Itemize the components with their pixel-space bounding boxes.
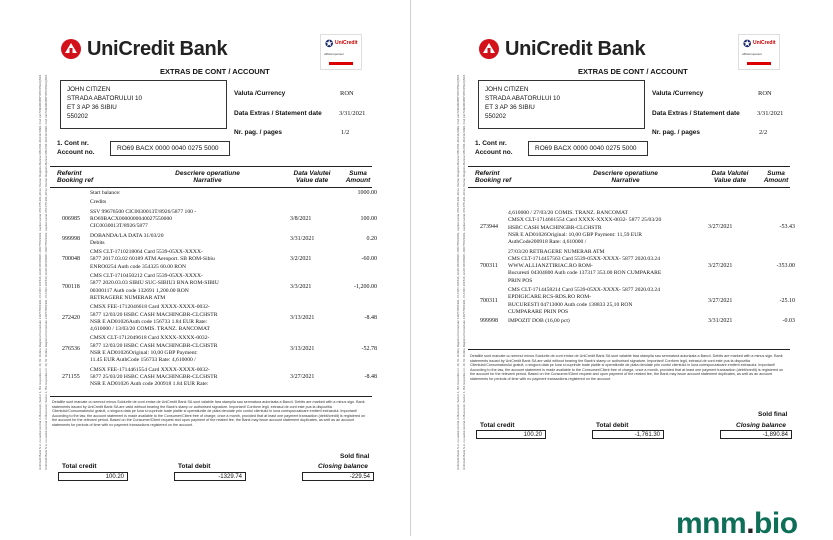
row-narrative-line: CMS CLT-1714457563 Card 5539-05XX-XXXX- 5877 2020.03.24 [508,255,661,262]
table-bottom-rule [50,396,372,397]
side-legal-text-2: UniCredit Bank S.A. cu sediul central in Bucuresti, Sector 1, Bd. Expozitiei nr. 1F, Nr. Ordine Registrul Comertului J40/7706/1991, CUI RO 361536, EUID ROONRC.J40/7706/1991, capital social 379.075.291,20 lei, Numar Registru Bancar RB-PJR-40-011/1999. Cod LEI 5493003BDYD5VPGUQS04 [44,74,48,470]
row-value-date: 3/13/2021 [290,346,315,352]
statement-date-label: Data Extras / Statement date [652,110,740,117]
row-narrative-line: 5877 2017.03.02 60189 ATM Aeroport. SB ROM-Sibiu [90,256,215,263]
total-debit-label: Total debit [596,422,629,429]
row-narrative-line: NSR E AD01026Original: 10,00 GBP Payment: [90,350,198,356]
table-header-rule [50,187,372,188]
col-date-subtitle: Value date [295,177,329,184]
row-value-date: 3/13/2021 [290,314,315,321]
pages-label: Nr. pag. / pages [234,129,283,136]
account-no-label: Account no. [475,149,513,156]
row-narrative-line: PRIN POS [508,277,533,284]
badge-bar [329,62,353,65]
total-credit-value: 100.20 [58,472,128,481]
row-narrative-line: 4,610000 / 27/03/20 COMIS. TRANZ. BANCOMAT [508,210,628,216]
row-narrative-line: DOBANDA/LA DATA 31/03/20 [90,232,164,239]
account-no-label: Account no. [57,149,95,156]
row-value-date: 3/2/2021 [290,256,312,263]
row-narrative-line: BUCURESTI 04713000 Auth code 138833 25,10 RON [508,301,633,308]
row-narrative-line: AuthCode200918 Rate: 4,610000 / [508,239,587,246]
unicredit-logo-icon [478,38,500,60]
row-narrative-line: CMS CLT-1714458214 Card 5539-05XX-XXXX- 5877 2020.03.24 [508,287,661,293]
col-ref-subtitle: Booking ref [475,177,512,184]
row-booking-ref: 272420 [62,314,80,321]
total-debit-label: Total debit [178,463,211,470]
col-ref-title: Referint [57,170,82,177]
row-value-date: 3/27/2021 [290,373,315,380]
row-narrative-line: 11.45 EUR AuthCode 156733 Rate: 4,610000 / [90,357,196,364]
row-narrative-line: ENRO0254 Auth code 354325 60.00 RON [90,263,187,270]
row-narrative-line: CIC0030013T/8926/5877 [90,223,148,230]
col-amount-subtitle: Amount [763,177,789,184]
row-booking-ref: 700311 [480,297,498,304]
closing-balance-label: Closing balance [736,422,786,429]
side-legal-text-2: UniCredit Bank S.A. cu sediul central in Bucuresti, Sector 1, Bd. Expozitiei nr. 1F, Nr. Ordine Registrul Comertului J40/7706/1991, CUI RO 361536, EUID ROONRC.J40/7706/1991, capital social 379.075.291,20 lei, Numar Registru Bancar RB-PJR-40-011/1999. Cod LEI 5493003BDYD5VPGUQS04 [462,74,466,470]
brand-name: UniCredit Bank [87,37,228,60]
row-value-date: 3/31/2021 [290,235,315,242]
customer-address-line2: ET 3 AP 36 SIBIU [67,104,117,111]
col-narrative-header [160,170,255,184]
row-booking-ref: 271155 [62,373,80,380]
page-divider [410,0,411,536]
row-booking-ref: 700311 [480,262,498,269]
row-narrative-line: WWW.ALLIANZTIRIAC.RO ROM- [508,263,593,270]
currency-label: Valuta /Currency [234,90,286,97]
bank-logo [478,36,645,62]
row-narrative-line: EPDIGICARE.RCS-RDS.RO ROM- [508,294,592,301]
row-value-date: 3/8/2021 [290,215,312,222]
row-narrative-line: CMSX CLT-1712049618 Card XXXX-XXXX-0032- [90,335,210,342]
badge-bar [747,62,771,65]
table-top-rule [468,166,790,167]
col-ref-subtitle: Booking ref [57,177,94,184]
row-amount: -52.78 [361,346,377,352]
pages-label: Nr. pag. / pages [652,129,701,136]
statement-page-2 [418,0,823,536]
closing-balance-value: -229.54 [302,472,374,481]
row-amount: -0.03 [782,318,795,325]
sponsor-badge [320,34,362,70]
row-narrative-line: 4,610000 / 13/03/20 COMIS. TRANZ. BANCOMAT [90,326,210,333]
row-narrative-line: 5877 2020.03.03 SIBIU SUC-SIBIU3 BNA ROM-SIBIU [90,280,219,287]
col-ref-header [475,170,511,184]
row-narrative-line: Debits [90,239,105,246]
col-amount-subtitle: Amount [345,177,371,184]
bank-logo [60,36,227,62]
table-top-rule [50,166,372,167]
watermark-tld: bio [754,507,798,540]
col-amount-header [762,170,790,184]
row-amount: -8.48 [364,373,377,380]
currency-value: RON [340,90,354,97]
statement-date-value: 3/31/2021 [339,110,366,117]
customer-name: JOHN CITIZEN [67,86,111,93]
star-icon: ✪ [325,39,334,50]
row-value-date: 3/3/2021 [290,283,312,290]
row-amount: -8.48 [364,314,377,321]
row-amount: 1000.00 [357,190,377,196]
row-narrative-line: RETRAGERE NUMERAR ATM [90,294,166,301]
statement-title: EXTRAS DE CONT / ACCOUNT [160,67,270,76]
brand-name: UniCredit Bank [505,37,646,60]
customer-address-line3: 550202 [67,113,89,120]
side-legal-text: UniCredit Bank S.A. cu sediul central in Bucuresti, Sector 1, Bd. Expozitiei nr. 1F, Nr. Ordine Registrul Comertului J40/7706/1991, CUI RO 361536, EUID ROONRC.J40/7706/1991, capital social 379.075.291,20 lei, Numar Registru Bancar RB-PJR-40-011/1999. Cod LEI 5493003BDYD5VPGUQS04 [456,74,460,470]
row-narrative-line: CMS CLT-1710450212 Card 5539-05XX-XXXX- [90,273,203,279]
table-bottom-rule [468,349,790,350]
row-value-date: 3/27/2021 [708,297,733,304]
col-date-title: Data Valutei [711,170,749,177]
closing-balance-label: Closing balance [318,463,368,470]
row-narrative-line: Bucuresti 04304800 Auth code 137317 353.00 RON CUMPARARE [508,270,662,277]
row-narrative-line: 00300117 Auth code 132691 1,200.00 RON [90,287,189,294]
row-amount: 100.00 [360,215,377,222]
customer-address-line1: STRADA ABATORULUI 10 [485,95,561,102]
total-debit-value: -1,761.30 [592,430,664,439]
customer-address-box [478,80,645,129]
row-booking-ref: 700118 [62,283,80,290]
row-booking-ref: 276536 [62,346,80,352]
pages-value: 2/2 [759,129,768,136]
row-booking-ref: 700048 [62,256,80,263]
statement-date-value: 3/31/2021 [757,110,784,117]
badge-title: UniCredit [753,40,776,46]
row-amount: -25.10 [779,297,795,304]
cont-nr-label: 1. Cont nr. [475,140,507,147]
row-narrative-line: Credits [90,199,107,206]
customer-name: JOHN CITIZEN [485,86,529,93]
col-date-title: Data Valutei [293,170,331,177]
row-value-date: 3/27/2021 [708,262,733,269]
customer-address-line1: STRADA ABATORULUI 10 [67,95,143,102]
row-amount: -1,200.00 [354,283,377,290]
watermark-main: mnm [676,507,747,540]
customer-address-line2: ET 3 AP 36 SIBIU [485,104,535,111]
statement-date-label: Data Extras / Statement date [234,110,322,117]
disclaimer-text: Detaliile sunt marcate cu semnul minus.Soldurile de cont emise de UniCredit Bank SA sunt valabile fara stampila sau semnatura autorizata a Bancii. Debits are marked with a minus sign. Bank statements issued by UniCredit Bank SA are valid without bearing the Bank's stamp or authorised signature. Important! Conform legii, extrasul de cont este pus la dispozitia Clientului/Consumatorului gratuit, o singura data pe luna si cuprinde toate platile si operatiunile de plata derulate prin contul clientului in luna corespunzatoare emiterii extrasului. Important! According to the law, the account statement is made available to the Consumer/Client free of charge, once a month, provided that at least one payment transaction (debit/credit) is registered on the account for the relevant period. Based on the Consumer/Client request and upon payment of the related fee, the Bank may issue account statement duplicates, as well as an account statements for periods of time with no payment transactions registered on the account. [470,354,784,381]
col-narrative-header [578,170,673,184]
total-credit-value: 100.20 [476,430,546,439]
row-narrative-line: RO69BACX0000000040027550000 [90,215,173,222]
row-narrative-line: CMSX CLT-1714661554 Card XXXX-XXXX-0032- 5877 25/03/20 [508,217,662,224]
disclaimer-text: Detaliile sunt marcate cu semnul minus.Soldurile de cont emise de UniCredit Bank SA sunt valabile fara stampila sau semnatura autorizata a Bancii. Debits are marked with a minus sign. Bank statements issued by UniCredit Bank SA are valid without bearing the Bank's stamp or authorised signature. Important! Conform legii, extrasul de cont este pus la dispozitia Clientului/Consumatorului gratuit, o singura data pe luna si cuprinde toate platile si operatiunile de plata derulate prin contul clientului in luna corespunzatoare emiterii extrasului. Important! According to the law, the account statement is made available to the Consumer/Client free of charge, once a month, provided that at least one payment transaction (debit/credit) is registered on the account for the relevant period. Based on the Consumer/Client request and upon payment of the related fee, the Bank may issue account statement duplicates, as well as an account statements for periods of time with no payment transactions registered on the account. [52,400,366,427]
row-narrative-line: Start balance: [90,190,121,196]
col-amount-header [344,170,372,184]
row-narrative-line: SSV 99676500 CIC0030013T/8926/5877 100 - [90,208,197,215]
sponsor-badge [738,34,780,70]
col-ref-title: Referint [475,170,500,177]
row-amount: -53.43 [779,224,795,231]
row-narrative-line: IMPOZIT DOB (16,00 pct) [508,318,570,325]
col-narrative-title: Descriere operatiune [593,170,658,177]
row-narrative-line: NSR E AD01026 Auth code 200918 1.84 EUR Rate: [90,381,209,388]
col-date-subtitle: Value date [713,177,747,184]
row-amount: -60.00 [361,256,377,263]
row-narrative-line: NSR E AD01026Original: 10,00 GBP Payment: 11,59 EUR [508,231,642,238]
row-booking-ref: 273944 [480,224,498,231]
row-narrative-line: CMSX FEE-1712046618 Card XXXX-XXXX-0032- [90,304,210,311]
star-icon: ✪ [743,39,752,50]
row-narrative-line: 5877 12/03/20 HSBC CASH MACHINGBR-CLCHSTR [90,311,218,318]
side-legal-text: UniCredit Bank S.A. cu sediul central in Bucuresti, Sector 1, Bd. Expozitiei nr. 1F, Nr. Ordine Registrul Comertului J40/7706/1991, CUI RO 361536, EUID ROONRC.J40/7706/1991, capital social 379.075.291,20 lei, Numar Registru Bancar RB-PJR-40-011/1999. Cod LEI 5493003BDYD5VPGUQS04 [38,74,42,470]
closing-balance-value: -1,890.84 [720,430,792,439]
sold-final-label: Sold final [340,453,370,460]
cont-nr-label: 1. Cont nr. [57,140,89,147]
row-value-date: 3/27/2021 [708,224,733,231]
col-amount-title: Suma [349,170,367,177]
currency-value: RON [758,90,772,97]
row-narrative-line: CMSX FEE-1714461554 Card XXXX-XXXX-0032- [90,366,210,373]
row-narrative-line: NSR E AD01026Auth code 156733 1.84 EUR Rate: [90,318,208,325]
row-booking-ref: 999998 [62,235,80,242]
row-narrative-line: HSBC CASH MACHINGBR-CLCHSTR [508,224,602,231]
col-date-header [708,170,752,184]
total-credit-label: Total credit [62,463,97,470]
row-booking-ref: 999998 [480,317,498,324]
total-credit-label: Total credit [480,422,515,429]
row-amount: -353.00 [776,262,795,269]
unicredit-logo-icon [60,38,82,60]
row-narrative-line: CMS CLT-1710218064 Card 5539-05XX-XXXX- [90,249,203,256]
customer-address-box [60,80,227,129]
row-narrative-line: 5877 12/03/20 HSBC CASH MACHINGBR-CLCHSTR [90,342,218,349]
col-amount-title: Suma [767,170,785,177]
table-header-rule [468,187,790,188]
customer-address-line3: 550202 [485,113,507,120]
watermark-dot: . [746,507,755,540]
currency-label: Valuta /Currency [652,90,704,97]
account-iban: RO69 BACX 0000 0040 0275 5000 [528,141,648,156]
col-date-header [290,170,334,184]
row-narrative-line: 5877 25/03/20 HSBC CASH MACHINGBR-CLCHSTR [90,373,218,380]
col-narrative-subtitle: Narrative [611,177,640,184]
row-booking-ref: 006985 [62,215,80,222]
row-narrative-line: 27/03/20 RETRAGERE NUMERAR ATM [508,248,605,255]
pages-value: 1/2 [341,129,350,136]
col-narrative-subtitle: Narrative [193,177,222,184]
col-narrative-title: Descriere operatiune [175,170,240,177]
row-amount: 0.20 [366,235,377,242]
badge-title: UniCredit [335,40,358,46]
badge-caption: official sponsor [324,52,344,56]
statement-title: EXTRAS DE CONT / ACCOUNT [578,67,688,76]
total-debit-value: -1329.74 [174,472,246,481]
badge-caption: official sponsor [742,52,762,56]
watermark [676,509,798,539]
row-narrative-line: CUMPARARE PRIN POS [508,308,569,315]
sold-final-label: Sold final [758,411,788,418]
row-value-date: 3/31/2021 [708,317,733,324]
statement-page-1 [0,0,405,536]
col-ref-header [57,170,93,184]
account-iban: RO69 BACX 0000 0040 0275 5000 [110,141,230,156]
